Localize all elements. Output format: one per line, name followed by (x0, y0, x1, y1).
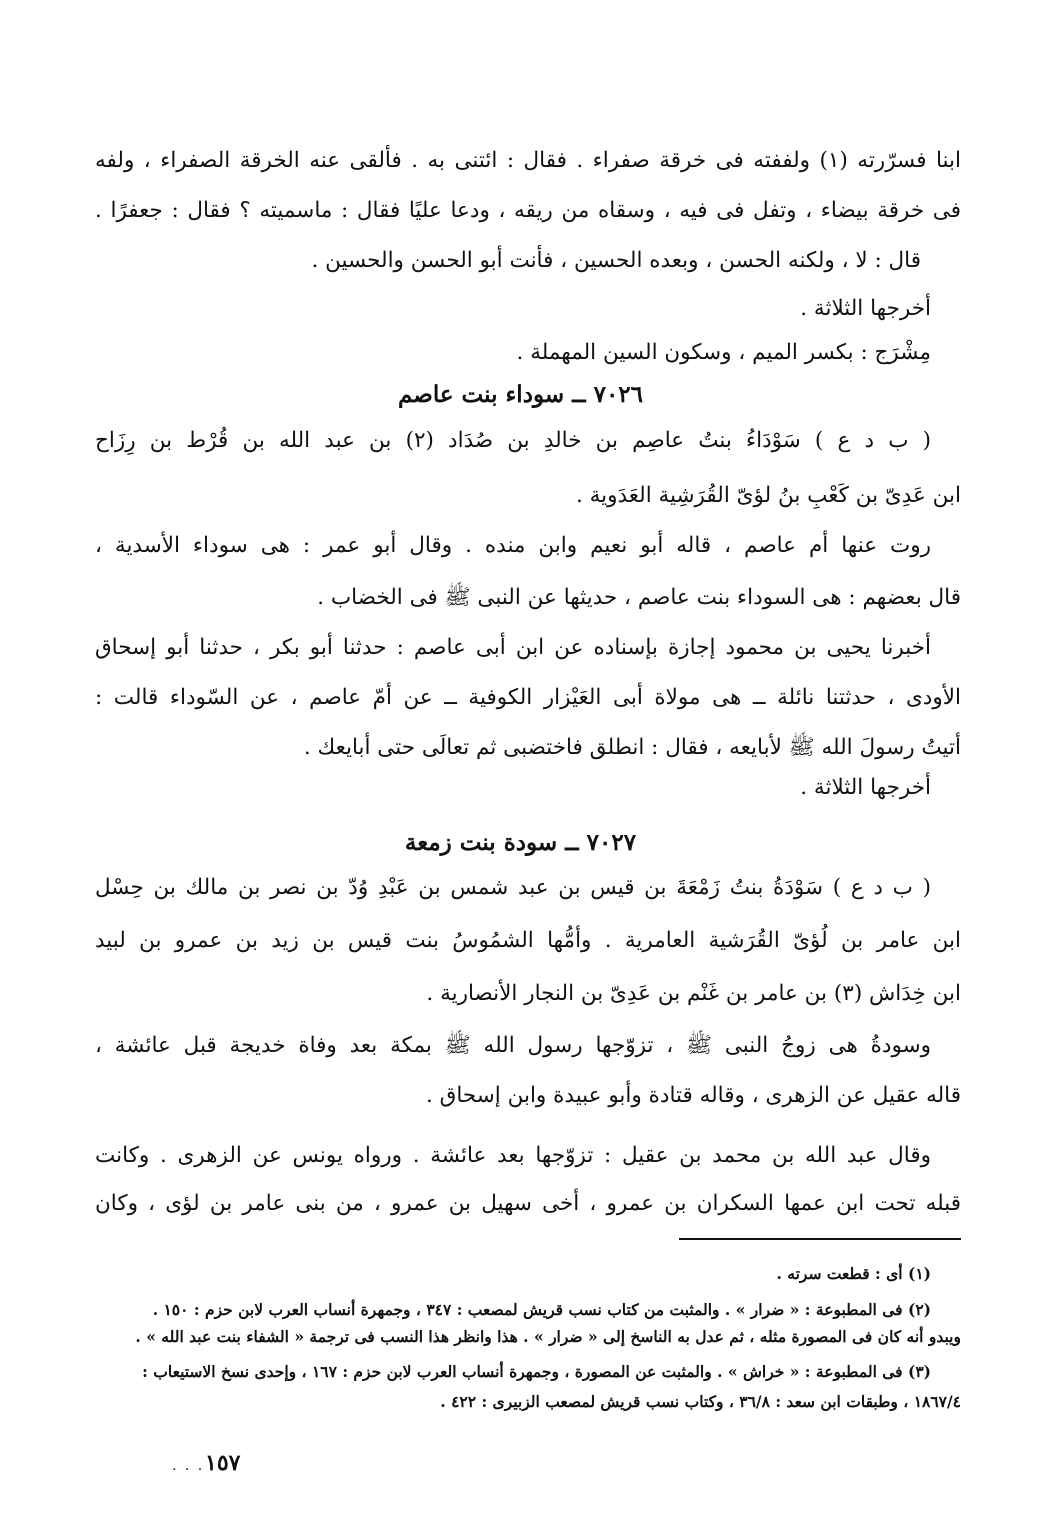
footnote-line: (٣) فى المطبوعة : « خراش » . والمثبت عن المصورة ، وجمهرة أنساب العرب لابن حزم : ١٦٧ ، وإحدى نسخ الاستيعاب : (142, 1362, 931, 1381)
body-line: مِشْرَج : بكسر الميم ، وسكون السين المهملة . (516, 340, 931, 365)
body-line: أخرجها الثلاثة . (800, 775, 931, 800)
footnote-line: ويبدو أنه كان فى المصورة مثله ، ثم عدل به الناسخ إلى « ضرار » . هذا وانظر هذا النسب فى ترجمة « الشفاء بنت عبد الله » . (135, 1327, 961, 1346)
entry-heading: ٧٠٢٦ ــ سوداء بنت عاصم (397, 381, 644, 408)
body-line: ( ب د ع ) سَوْدَاءُ بنتُ عاصِم بن خالدِ بن صُدَاد (٢) بن عبد الله بن قُرْط بن رِزَاح (95, 428, 931, 453)
body-line: وقال عبد الله بن محمد بن عقيل : تزوّجها بعد عائشة . ورواه يونس عن الزهرى . وكانت (95, 1143, 931, 1168)
entry-heading: ٧٠٢٧ ــ سودة بنت زمعة (404, 829, 637, 856)
body-line: فى خرقة بيضاء ، وتفل فى فيه ، وسقاه من ريقه ، ودعا عليًا فقال : ماسميته ؟ فقال : جعفرًا . (95, 198, 961, 223)
page-number-leader: . . . (172, 1458, 205, 1474)
body-line: قال : لا ، ولكنه الحسن ، وبعده الحسين ، فأنت أبو الحسن والحسين . (311, 248, 921, 273)
body-line: قبله تحت ابن عمها السكران بن عمرو ، أخى سهيل بن عمرو ، من بنى عامر بن لؤى ، وكان (95, 1191, 961, 1216)
footnote-line: (٢) فى المطبوعة : « ضرار » . والمثبت من كتاب نسب قريش لمصعب : ٣٤٧ ، وجمهرة أنساب العرب لابن حزم : ١٥٠ . (152, 1300, 931, 1319)
body-line: قال بعضهم : هى السوداء بنت عاصم ، حديثها عن النبى ﷺ فى الخضاب . (317, 585, 961, 610)
body-line: ابن خِدَاش (٣) بن عامر بن غَنْم بن عَدِىّ بن النجار الأنصارية . (426, 981, 961, 1006)
footnote-divider (679, 1238, 961, 1240)
body-line: ابن عامر بن لُؤىّ القُرَشية العامرية . وأمُّها الشمُوسُ بنت قيس بن زيد بن عمرو بن لبيد (95, 928, 961, 953)
page-number: ١٥٧ (205, 1450, 241, 1476)
body-line: أخرجها الثلاثة . (800, 296, 931, 321)
body-line: ابنا فسرّرته (١) ولففته فى خرقة صفراء . فقال : ائتنى به . فألقى عنه الخرقة الصفراء ، ولفه (95, 148, 961, 173)
body-line: وسودةُ هى زوجُ النبى ﷺ ، تزوّجها رسول الله ﷺ بمكة بعد وفاة خديجة قبل عائشة ، (95, 1033, 931, 1058)
body-line: قاله عقيل عن الزهرى ، وقاله قتادة وأبو عبيدة وابن إسحاق . (426, 1083, 961, 1108)
footnote-line: ١٨٦٧/٤ ، وطبقات ابن سعد : ٣٦/٨ ، وكتاب نسب قريش لمصعب الزبيرى : ٤٢٢ . (440, 1392, 961, 1411)
footnote-line: (١) أى : قطعت سرته . (776, 1264, 931, 1283)
body-line: روت عنها أم عاصم ، قاله أبو نعيم وابن منده . وقال أبو عمر : هى سوداء الأسدية ، (95, 533, 931, 558)
body-line: أخبرنا يحيى بن محمود إجازة بإسناده عن ابن أبى عاصم : حدثنا أبو بكر ، حدثنا أبو إسحاق (95, 635, 931, 660)
body-line: ( ب د ع ) سَوْدَةُ بنتُ زَمْعَةَ بن قيس بن عبد شمس بن عَبْدِ وُدّ بن نصر بن مالك بن حِسْل (95, 875, 931, 900)
body-line: ابن عَدِىّ بن كَعْبِ بنُ لؤىّ القُرَشِية العَدَوية . (575, 483, 961, 508)
body-line: الأودى ، حدثتنا نائلة ــ هى مولاة أبى العَيْزار الكوفية ــ عن أمّ عاصم ، عن السّوداء قالت : (95, 685, 961, 710)
body-line: أتيتُ رسولَ الله ﷺ لأبايعه ، فقال : انطلق فاختضبى ثم تعالَى حتى أبايعك . (303, 735, 961, 760)
